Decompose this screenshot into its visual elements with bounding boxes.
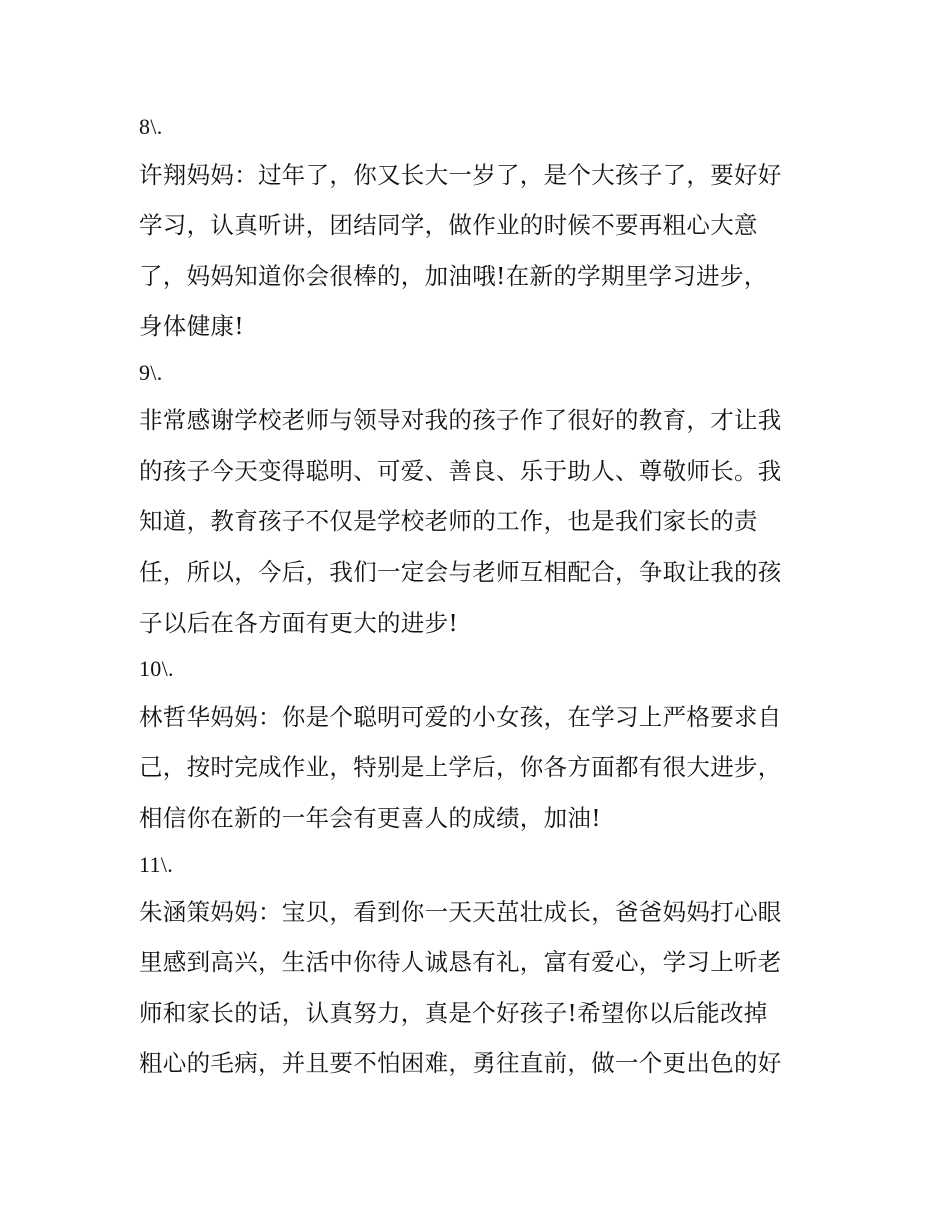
entry-text-line: 了，妈妈知道你会很棒的，加油哦!在新的学期里学习进步，: [139, 262, 768, 290]
entry-text-line: 相信你在新的一年会有更喜人的成绩，加油!: [139, 804, 601, 832]
entry-text-line: 任，所以，今后，我们一定会与老师互相配合，争取让我的孩: [139, 558, 782, 586]
entry-text-line: 里感到高兴，生活中你待人诚恳有礼，富有爱心，学习上听老: [139, 948, 782, 976]
entry-text-line: 知道，教育孩子不仅是学校老师的工作，也是我们家长的责: [139, 507, 758, 535]
entry-number: 9\.: [139, 360, 163, 385]
entry-text-line: 非常感谢学校老师与领导对我的孩子作了很好的教育，才让我: [139, 406, 782, 434]
entry-text-line: 的孩子今天变得聪明、可爱、善良、乐于助人、尊敬师长。我: [139, 457, 782, 485]
entry-text-line: 师和家长的话，认真努力，真是个好孩子!希望你以后能改掉: [139, 999, 768, 1027]
entry-number: 10\.: [139, 656, 174, 681]
entry-text-line: 林哲华妈妈：你是个聪明可爱的小女孩，在学习上严格要求自: [139, 703, 782, 731]
entry-text-line: 许翔妈妈：过年了，你又长大一岁了，是个大孩子了，要好好: [139, 161, 782, 189]
entry-number: 11\.: [139, 852, 173, 877]
entry-text-line: 子以后在各方面有更大的进步!: [139, 609, 459, 637]
entry-text-line: 学习，认真听讲，团结同学，做作业的时候不要再粗心大意: [139, 211, 758, 239]
entry-number: 8\.: [139, 114, 163, 139]
entry-text-line: 朱涵策妈妈：宝贝，看到你一天天茁壮成长，爸爸妈妈打心眼: [139, 898, 782, 926]
entry-text-line: 身体健康!: [139, 312, 244, 340]
entry-text-line: 己，按时完成作业，特别是上学后，你各方面都有很大进步，: [139, 753, 782, 781]
entry-text-line: 粗心的毛病，并且要不怕困难，勇往直前，做一个更出色的好: [139, 1049, 782, 1077]
